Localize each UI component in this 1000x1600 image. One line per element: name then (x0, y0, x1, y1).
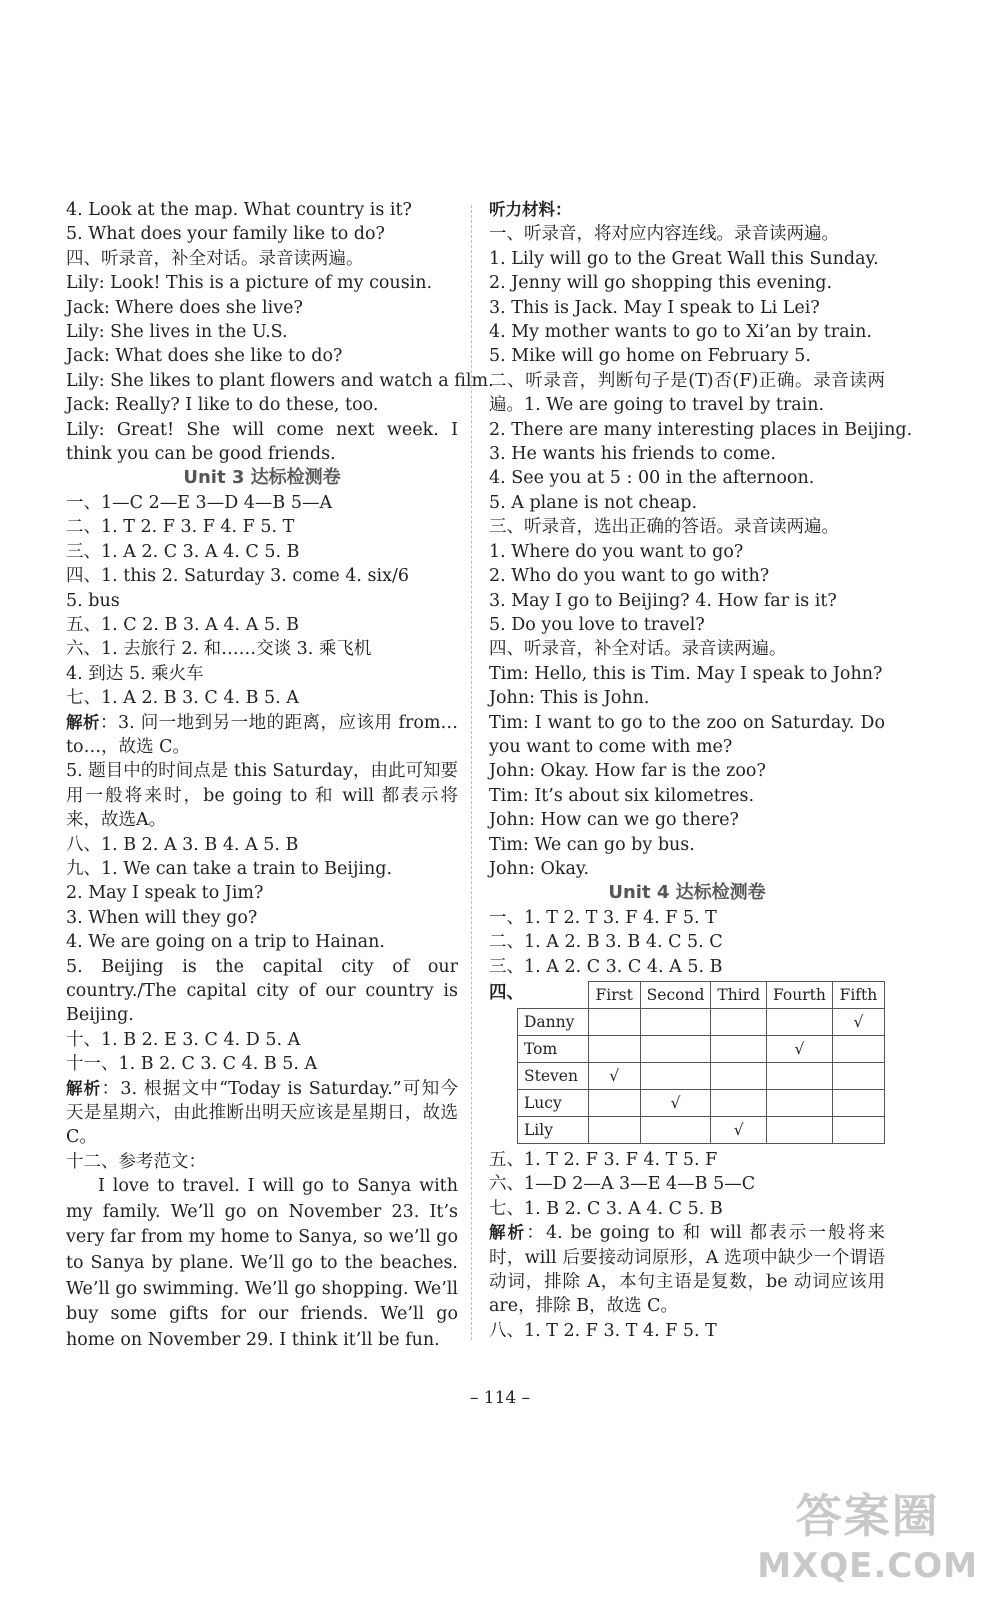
table-cell (588, 1090, 640, 1117)
table-cell (640, 1009, 711, 1036)
text-line: 5. Do you love to travel? (489, 614, 705, 635)
text-line: 2. Jenny will go shopping this evening. (489, 273, 833, 294)
table-row (518, 1009, 885, 1036)
table-cell (640, 1117, 711, 1144)
answer-table-block (489, 981, 885, 1144)
text-line: 一、听录音，将对应内容连线。录音读两遍。 (489, 224, 839, 245)
left-lines-a (66, 198, 494, 418)
right-lines-b (489, 418, 913, 711)
table-cell (832, 1090, 884, 1117)
unit4-answers-b (489, 1148, 885, 1221)
row-name: Lucy (518, 1090, 589, 1117)
right-column (489, 198, 913, 1343)
table-cell (711, 1063, 767, 1090)
listening-heading: 听力材料： (489, 200, 572, 219)
watermark-url: MXQE.COM (757, 1546, 978, 1586)
answer-line: 四、1. this 2. Saturday 3. come 4. six/6 (66, 566, 409, 587)
text-line: 2. There are many interesting places in Beijing. (489, 419, 913, 440)
answer-line: 五、1. T 2. F 3. F 4. T 5. F (489, 1150, 718, 1170)
answer-line: 2. May I speak to Jim? (66, 883, 264, 904)
answer-line: 三、1. A 2. C 3. A 4. C 5. B (66, 541, 300, 562)
unit4-answer-eight: 八、1. T 2. F 3. T 4. F 5. T (489, 1320, 717, 1341)
answer-line: 八、1. B 2. A 3. B 4. A 5. B (66, 834, 299, 855)
text-line: 4. See you at 5 : 00 in the afternoon. (489, 468, 815, 489)
answer-line: 六、1. 去旅行 2. 和……交谈 3. 乘飞机 (66, 639, 372, 660)
answer-line: 二、1. A 2. B 3. B 4. C 5. C (489, 932, 723, 953)
text-line: 3. May I go to Beijing? 4. How far is it? (489, 590, 837, 611)
table-cell (711, 1036, 767, 1063)
answer-line: 二、1. T 2. F 3. F 4. F 5. T (66, 517, 295, 538)
unit4-answers (489, 906, 885, 979)
text-line: Lily: She likes to plant flowers and watch a film. (66, 370, 494, 391)
answer-line: 七、1. B 2. C 3. A 4. C 5. B (489, 1198, 723, 1219)
unit3-answers-b (66, 833, 458, 955)
listening-part-2: 二、听录音，判断句子是(T)否(F)正确。录音读两遍。1. We are going to travel by train. (489, 370, 885, 416)
table-label: 四、 (489, 983, 524, 1003)
text-line: John: Okay. How far is the zoo? (489, 761, 766, 782)
text-line: 3. He wants his friends to come. (489, 444, 776, 465)
answer-line: 4. 到达 5. 乘火车 (66, 663, 204, 684)
table-header: Fourth (767, 982, 833, 1009)
table-cell (832, 1063, 884, 1090)
text-line: Lily: Look! This is a picture of my cousin. (66, 273, 433, 294)
text-line: 四、听录音，补全对话。录音读两遍。 (66, 248, 364, 269)
unit3-answers (66, 491, 458, 711)
text-line: John: How can we go there? (489, 810, 739, 831)
table-cell (767, 1117, 833, 1144)
table-cell (767, 1090, 833, 1117)
answer-line: 七、1. A 2. B 3. C 4. B 5. A (66, 688, 299, 709)
check-mark-cell: √ (711, 1117, 767, 1144)
answer-line: 九、1. We can take a train to Beijing. (66, 858, 393, 879)
table-cell (832, 1036, 884, 1063)
table-cell (640, 1036, 711, 1063)
unit3-answer-ten: 十、1. B 2. E 3. C 4. D 5. A (66, 1029, 301, 1050)
table-row (518, 1036, 885, 1063)
text-line: 5. What does your family like to do? (66, 224, 385, 245)
table-row (518, 1117, 885, 1144)
check-mark-cell: √ (640, 1090, 711, 1117)
table-header: First (588, 982, 640, 1009)
dialog-line-tim: Tim: I want to go to the zoo on Saturday. Do you want to come with me? (489, 712, 885, 757)
table-header: Fifth (832, 982, 884, 1009)
unit4-analysis: 解析：4. be going to 和 will 都表示一般将来时，will 后要接动词原形，A 选项中缺少一个谓语动词，排除 A，本句主语是复数，be 动词应该用 are，排除 B，故选 C。 (489, 1223, 886, 1317)
text-line: John: Okay. (489, 858, 590, 879)
left-dialog-end: Lily: Great! She will come next week. I think you can be good friends. (66, 419, 458, 465)
text-line: 1. Lily will go to the Great Wall this Sunday. (489, 248, 879, 269)
check-mark-cell: √ (767, 1036, 833, 1063)
check-mark-cell: √ (832, 1009, 884, 1036)
text-line: 5. A plane is not cheap. (489, 492, 698, 513)
text-line: John: This is John. (489, 688, 650, 709)
text-line: 4. Look at the map. What country is it? (66, 200, 412, 220)
row-name: Danny (518, 1009, 589, 1036)
table-cell (640, 1063, 711, 1090)
answer-line: 一、1—C 2—E 3—D 4—B 5—A (66, 492, 333, 513)
table-row (518, 1063, 885, 1090)
left-column (66, 198, 494, 1353)
right-lines-a (489, 222, 885, 368)
answer-line: 5. bus (66, 590, 120, 611)
table-row (518, 1090, 885, 1117)
table-header: Third (711, 982, 767, 1009)
text-line: Tim: We can go by bus. (489, 834, 695, 855)
watermark-logo: 答案圈 (795, 1489, 940, 1543)
answer-line: 4. We are going on a trip to Hainan. (66, 932, 385, 953)
text-line: Lily: She lives in the U.S. (66, 322, 288, 343)
right-lines-c (489, 759, 885, 881)
check-mark-cell: √ (588, 1063, 640, 1090)
table-cell (711, 1090, 767, 1117)
unit3-sentence-5: 5. Beijing is the capital city of our country./The capital city of our country is Beijing. (66, 956, 458, 1026)
watermark (757, 1480, 978, 1586)
table-cell (832, 1117, 884, 1144)
answer-line: 三、1. A 2. C 3. C 4. A 5. B (489, 956, 723, 977)
text-line: 3. This is Jack. May I speak to Li Lei? (489, 297, 820, 318)
text-line: 2. Who do you want to go with? (489, 566, 770, 587)
text-line: Tim: Hello, this is Tim. May I speak to John? (489, 663, 883, 684)
table-cell (767, 1063, 833, 1090)
text-line: 5. Mike will go home on February 5. (489, 346, 811, 367)
answer-line: 六、1—D 2—A 3—E 4—B 5—C (489, 1174, 756, 1195)
text-line: Jack: What does she like to do? (66, 346, 343, 367)
table-cell (767, 1009, 833, 1036)
answer-line: 3. When will they go? (66, 907, 258, 928)
answer-line: 一、1. T 2. T 3. F 4. F 5. T (489, 907, 717, 928)
text-line: 4. My mother wants to go to Xi’an by train. (489, 322, 872, 343)
essay-text: I love to travel. I will go to Sanya with my family. We’ll go on November 23. It’s very far from my home to Sanya, so we’ll go to Sanya by plane. We’ll go to the beaches. We’ll go swimming. We’ll go shopping. We’ll buy some gifts for our friends. We’ll go home on November 29. I think it’ll be fun. (66, 1176, 458, 1350)
row-name: Tom (518, 1036, 589, 1063)
table-header: Second (640, 982, 711, 1009)
text-line: 1. Where do you want to go? (489, 541, 744, 562)
text-line: Jack: Really? I like to do these, too. (66, 395, 379, 416)
unit3-analysis-1b: 5. 题目中的时间点是 this Saturday，由此可知要用一般将来时，be going to 和 will 都表示将来，故选A。 (66, 761, 458, 831)
table-cell (711, 1009, 767, 1036)
table-cell (588, 1117, 640, 1144)
table-cell (588, 1009, 640, 1036)
text-line: Jack: Where does she live? (66, 297, 303, 318)
essay-label: 十二、参考范文： (66, 1151, 206, 1172)
table-corner (518, 982, 589, 1009)
text-line: Tim: It’s about six kilometres. (489, 785, 755, 806)
unit3-title: Unit 3 达标检测卷 (183, 467, 341, 489)
answer-table (517, 981, 885, 1144)
unit3-analysis-2: 解析：3. 根据文中“Today is Saturday.”可知今天是星期六，由此推断出明天应该是星期日，故选 C。 (66, 1078, 458, 1148)
row-name: Steven (518, 1063, 589, 1090)
answer-line: 五、1. C 2. B 3. A 4. A 5. B (66, 614, 299, 635)
text-line: 四、听录音，补全对话。录音读两遍。 (489, 639, 787, 660)
table-cell (588, 1036, 640, 1063)
row-name: Lily (518, 1117, 589, 1144)
text-line: 三、听录音，选出正确的答语。录音读两遍。 (489, 517, 839, 538)
unit3-analysis-1: 解析：3. 问一地到另一地的距离，应该用 from…to…，故选 C。 (66, 712, 458, 757)
unit4-title: Unit 4 达标检测卷 (608, 882, 766, 904)
page-number: – 114 – (469, 1388, 531, 1408)
unit3-answer-eleven: 十一、1. B 2. C 3. C 4. B 5. A (66, 1054, 318, 1075)
